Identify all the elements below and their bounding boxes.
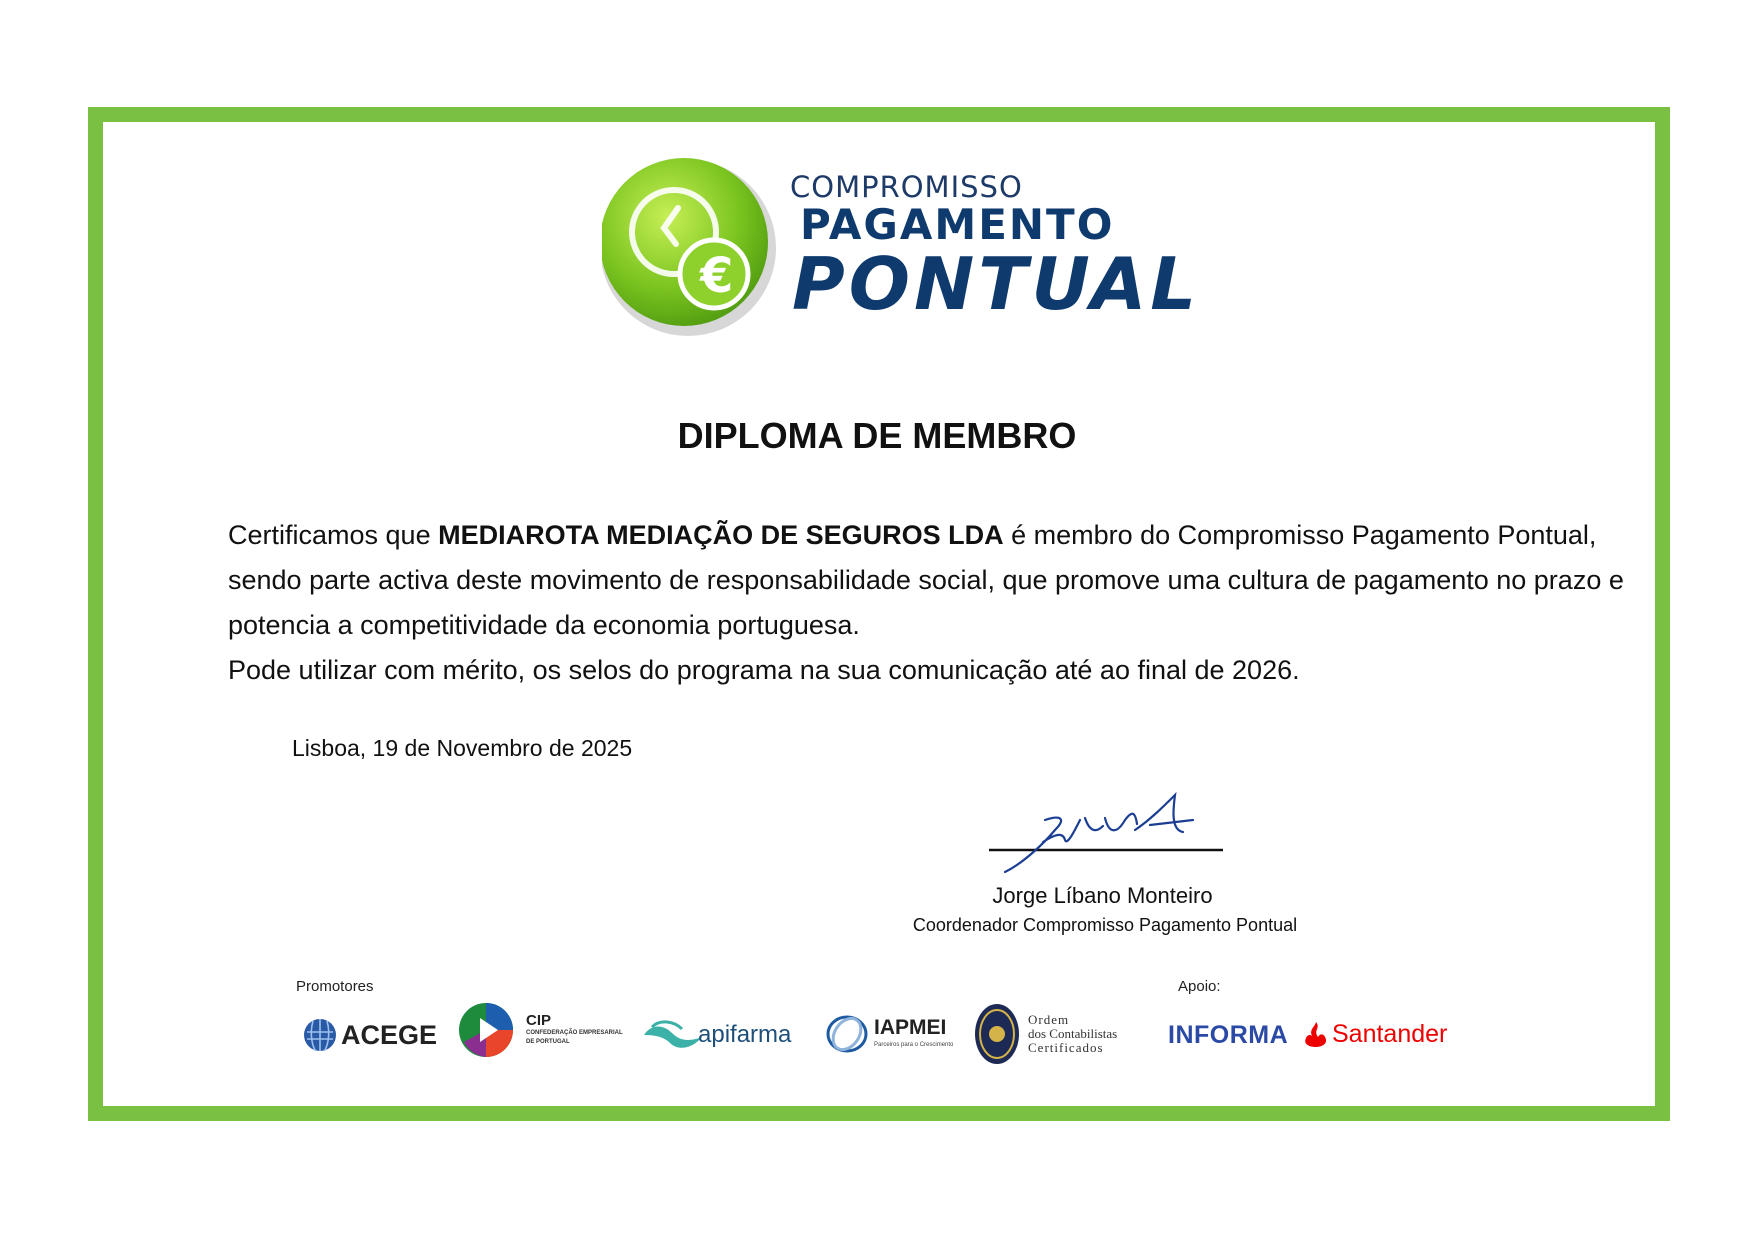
informa-logo bbox=[1168, 1017, 1288, 1053]
iapmei-logo bbox=[826, 1012, 953, 1056]
cip-subtitle-2: DE PORTUGAL bbox=[526, 1039, 570, 1045]
cip-logo bbox=[458, 1000, 623, 1060]
iapmei-ring-icon bbox=[826, 1014, 868, 1054]
apifarma-logo bbox=[642, 1010, 791, 1060]
iapmei-subtitle: Parceiros para o Crescimento bbox=[874, 1042, 954, 1048]
occ-logo bbox=[973, 1002, 1117, 1066]
informa-text: INFORMA bbox=[1168, 1020, 1289, 1049]
logo-line-pontual: PONTUAL bbox=[792, 242, 1201, 326]
cip-subtitle-1: CONFEDERAÇÃO EMPRESARIAL bbox=[526, 1030, 623, 1036]
logo-line-compromisso: COMPROMISSO bbox=[790, 170, 1023, 204]
apifarma-text: apifarma bbox=[698, 1021, 792, 1048]
signature-image bbox=[985, 790, 1225, 880]
occ-seal-icon bbox=[973, 1002, 1021, 1066]
apifarma-swoosh-icon bbox=[642, 1015, 704, 1055]
compromisso-logo bbox=[602, 150, 1201, 340]
signatory-name: Jorge Líbano Monteiro bbox=[992, 883, 1213, 908]
company-name: MEDIAROTA MEDIAÇÃO DE SEGUROS LDA bbox=[438, 520, 1004, 550]
santander-flame-icon bbox=[1303, 1020, 1329, 1048]
issue-date: Lisboa, 19 de Novembro de 2025 bbox=[292, 735, 633, 761]
clock-euro-icon bbox=[602, 150, 782, 340]
logo-line-pagamento: PAGAMENTO bbox=[800, 200, 1115, 249]
support-label: Apoio: bbox=[1178, 978, 1221, 995]
signatory-role: Coordenador Compromisso Pagamento Pontual bbox=[912, 915, 1298, 935]
acege-text: ACEGE bbox=[341, 1019, 438, 1050]
acege-logo bbox=[303, 1015, 437, 1055]
body-rest: é membro do Compromisso Pagamento Pontual, sendo parte activa deste movimento de responsabilidade social, que promove uma cultura de pagamento no prazo e potencia a competitividade da economia portuguesa. bbox=[228, 520, 1624, 640]
acege-globe-icon bbox=[303, 1018, 337, 1052]
certification-text bbox=[228, 513, 1648, 693]
cip-circle-icon bbox=[458, 1002, 518, 1058]
diploma-title: DIPLOMA DE MEMBRO bbox=[677, 415, 1077, 456]
body-line-4: Pode utilizar com mérito, os selos do programa na sua comunicação até ao final de 2026. bbox=[228, 655, 1300, 685]
iapmei-text: IAPMEI bbox=[874, 1016, 947, 1039]
occ-line-1: Ordem bbox=[1028, 1012, 1070, 1027]
santander-logo bbox=[1303, 1015, 1447, 1053]
cip-text: CIP bbox=[526, 1012, 552, 1029]
promoters-label: Promotores bbox=[296, 978, 374, 995]
occ-line-3: Certificados bbox=[1028, 1040, 1104, 1055]
body-intro: Certificamos que bbox=[228, 520, 439, 550]
santander-text: Santander bbox=[1332, 1019, 1448, 1048]
occ-line-2: dos Contabilistas bbox=[1028, 1026, 1118, 1041]
svg-text:€: € bbox=[700, 248, 734, 304]
